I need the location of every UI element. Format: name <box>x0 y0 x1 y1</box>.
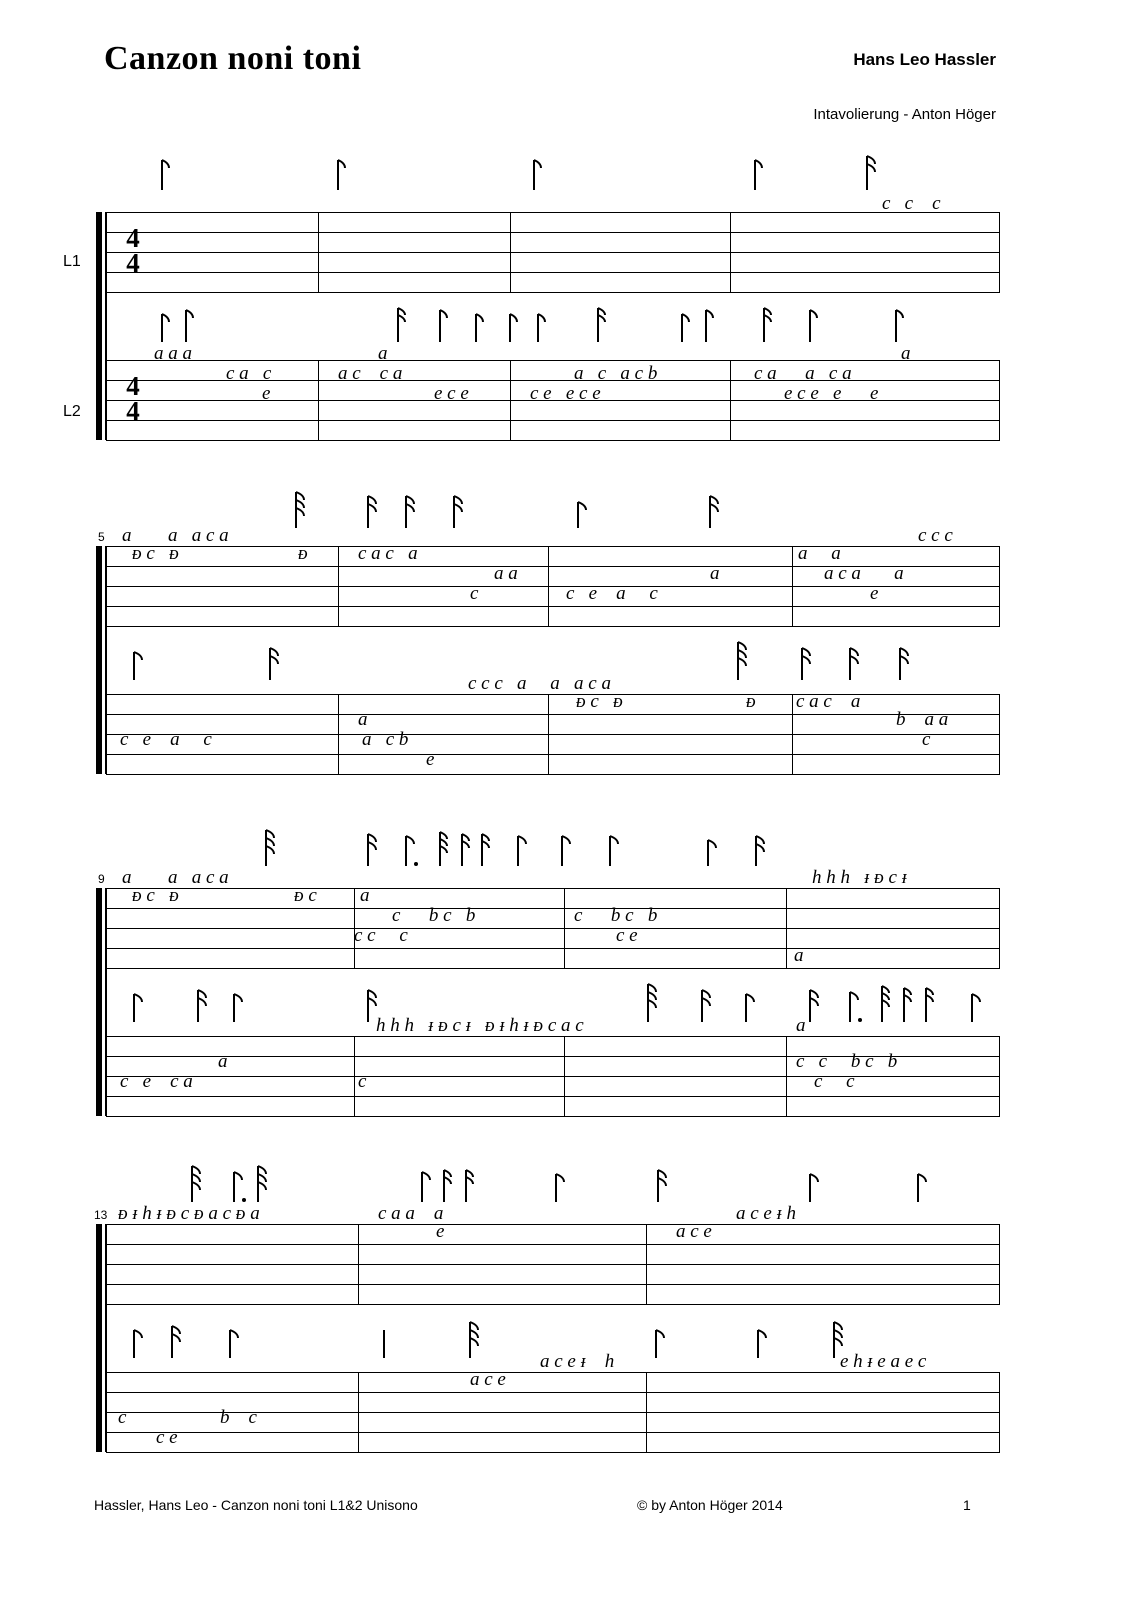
barline <box>354 1036 355 1117</box>
barline-end <box>999 1224 1000 1305</box>
tab-letters: a <box>122 867 132 888</box>
staff-line <box>106 1304 1000 1305</box>
barline <box>564 1036 565 1117</box>
tab-letters: a <box>218 1051 228 1072</box>
system-1 <box>0 150 1131 450</box>
tab-letters: c a c a <box>358 543 418 564</box>
tab-letters: e c e <box>434 383 469 404</box>
staff-line <box>106 546 1000 547</box>
barline <box>358 1372 359 1453</box>
tab-letters: a a a <box>154 343 192 364</box>
staff-line <box>106 1076 1000 1077</box>
system-4 <box>0 1166 1131 1466</box>
tab-letters: a <box>794 945 804 966</box>
staff-line <box>106 888 1000 889</box>
measure-number-13: 13 <box>94 1208 108 1222</box>
staff-line <box>106 440 1000 441</box>
staff-line <box>106 1224 1000 1225</box>
tab-letters: ᴆ ᵻ h ᵻ ᴆ c ᴆ a c ᴆ a <box>118 1203 260 1224</box>
staff-line <box>106 1452 1000 1453</box>
footer-left-text: Hassler, Hans Leo - Canzon noni toni L1&2 Unisono <box>94 1497 418 1513</box>
tab-letters: e c e e e <box>784 383 879 404</box>
tab-letters: e <box>870 583 879 604</box>
rhythm-row-1 <box>110 486 1030 536</box>
staff-line <box>106 626 1000 627</box>
staff-line <box>106 694 1000 695</box>
tab-letters: e h ᵻ e a e c <box>840 1351 927 1372</box>
meter-top: 4 <box>126 223 140 253</box>
tab-letters: c c <box>814 1071 855 1092</box>
tab-letters: a a c a <box>168 525 229 546</box>
tab-letters: c e <box>616 925 638 946</box>
footer-page-number: 1 <box>963 1497 971 1513</box>
tab-letters: a c a c b <box>574 363 658 384</box>
tab-letters: a <box>710 563 720 584</box>
system-2 <box>0 488 1131 788</box>
staff-line <box>106 948 1000 949</box>
tab-letters: a c a a <box>824 563 904 584</box>
meter-bottom: 4 <box>126 395 140 426</box>
barline <box>318 212 319 293</box>
tab-letters: ᴆ c ᴆ <box>132 885 179 906</box>
system-3 <box>0 830 1131 1130</box>
barline <box>338 694 339 775</box>
staff-line <box>106 1284 1000 1285</box>
tab-letters: ᴆ c <box>294 885 317 906</box>
staff-line <box>106 774 1000 775</box>
staff-l1 <box>106 525 1000 626</box>
tab-letters: a <box>360 885 370 906</box>
tab-letters: a c e <box>676 1221 712 1242</box>
tab-letters: a a <box>798 543 841 564</box>
meter-top: 4 <box>126 371 140 401</box>
tab-letters: a <box>378 343 388 364</box>
staff-l2 <box>106 1015 1000 1116</box>
tab-letters: a c b <box>362 729 409 750</box>
tab-letters: a c e ᵻ h <box>540 1351 615 1372</box>
barline <box>548 694 549 775</box>
barline <box>792 546 793 627</box>
staff-line <box>106 212 1000 213</box>
tab-letters: c a c <box>226 363 272 384</box>
staff-line <box>106 714 1000 715</box>
staff-l2 <box>106 673 1000 774</box>
tab-letters: c a a c a <box>754 363 852 384</box>
barline-end <box>999 546 1000 627</box>
tab-letters: c c c <box>354 925 408 946</box>
tab-letters: a a c a <box>168 867 229 888</box>
tab-letters: c <box>118 1407 127 1428</box>
tab-letters: h h h ᵻ ᴆ c ᵻ <box>812 867 907 888</box>
staff-line <box>106 252 1000 253</box>
tab-letters: c e <box>156 1427 178 1448</box>
tab-letters: c a a a <box>378 1203 444 1224</box>
tab-letters: a <box>358 709 368 730</box>
barline <box>358 1224 359 1305</box>
staff-line <box>106 586 1000 587</box>
staff-line <box>106 606 1000 607</box>
tab-letters: e <box>262 383 271 404</box>
barline <box>338 546 339 627</box>
staff-line <box>106 928 1000 929</box>
tab-letters: c e e c e <box>530 383 601 404</box>
staff-line <box>106 1432 1000 1433</box>
tab-letters: c e c a <box>120 1071 193 1092</box>
system-brace <box>96 1224 102 1452</box>
tab-letters: c b c b <box>392 905 476 926</box>
tab-letters: c c b c b <box>796 1051 898 1072</box>
tab-letters: a a <box>494 563 518 584</box>
barline-end <box>999 360 1000 441</box>
tab-letters: c a c a <box>796 691 861 712</box>
barline-end <box>999 212 1000 293</box>
tab-letters: a c e <box>470 1369 506 1390</box>
tab-letters: a <box>796 1015 806 1036</box>
page-title: Canzon noni toni <box>104 40 362 77</box>
staff-line <box>106 1264 1000 1265</box>
staff-line <box>106 754 1000 755</box>
barline-end <box>999 694 1000 775</box>
staff-line <box>106 292 1000 293</box>
tab-letters: ᴆ c ᴆ <box>576 691 623 712</box>
tab-letters: a c e ᵻ h <box>736 1203 796 1224</box>
staff-line <box>106 1244 1000 1245</box>
tab-letters: ᴆ <box>298 543 308 564</box>
tab-letters: c c c a a a c a <box>468 673 611 694</box>
tab-letters: c b c b <box>574 905 658 926</box>
footer-copyright: © by Anton Höger 2014 <box>637 1497 783 1513</box>
staff-line <box>106 1036 1000 1037</box>
barline-end <box>999 1372 1000 1453</box>
tab-letters: c e a c <box>566 583 658 604</box>
staff-line <box>106 1372 1000 1373</box>
rhythm-row-2 <box>110 300 1030 350</box>
barline <box>730 212 731 293</box>
staff-line <box>106 420 1000 421</box>
system-brace <box>96 888 102 1116</box>
barline <box>646 1372 647 1453</box>
tab-letters: c e a c <box>120 729 212 750</box>
staff-l2 <box>106 343 1000 440</box>
staff-line <box>106 1392 1000 1393</box>
meter-bottom: 4 <box>126 247 140 278</box>
staff-line <box>106 232 1000 233</box>
staff-l1 <box>106 1203 1000 1304</box>
tab-letters: c <box>470 583 479 604</box>
staff-line <box>106 908 1000 909</box>
measure-number-9: 9 <box>98 872 105 886</box>
tab-letters: b c <box>220 1407 257 1428</box>
tab-letters: ᴆ <box>746 691 756 712</box>
barline <box>786 888 787 969</box>
barline <box>510 360 511 441</box>
page-footer <box>0 1497 1131 1521</box>
barline <box>318 360 319 441</box>
tab-letters: c <box>922 729 931 750</box>
system-brace <box>96 212 102 440</box>
staff-line <box>106 734 1000 735</box>
staff-l1 <box>106 193 1000 292</box>
tab-letters: a c c a <box>338 363 403 384</box>
part-label-l1: L1 <box>63 253 81 270</box>
part-label-l2: L2 <box>63 403 81 420</box>
barline <box>730 360 731 441</box>
tab-letters: e <box>436 1221 445 1242</box>
staff-line <box>106 1096 1000 1097</box>
tab-letters: h h h ᵻ ᴆ c ᵻ ᴆ ᵻ h ᵻ ᴆ c a c <box>376 1015 584 1036</box>
measure-number-5: 5 <box>98 530 105 544</box>
arranger-credit: Intavolierung - Anton Höger <box>813 106 996 123</box>
staff-line <box>106 272 1000 273</box>
staff-line <box>106 968 1000 969</box>
barline <box>564 888 565 969</box>
barline <box>548 546 549 627</box>
barline <box>510 212 511 293</box>
tab-letters: ᴆ c ᴆ <box>132 543 179 564</box>
barline-end <box>999 888 1000 969</box>
tab-letters: c <box>358 1071 367 1092</box>
tab-letters: a <box>901 343 911 364</box>
meter-signature <box>120 371 146 426</box>
staff-line <box>106 1116 1000 1117</box>
composer-name: Hans Leo Hassler <box>853 50 996 69</box>
staff-line <box>106 360 1000 361</box>
barline <box>786 1036 787 1117</box>
system-brace <box>96 546 102 774</box>
staff-l1 <box>106 867 1000 968</box>
tab-letters: c c c <box>918 525 953 546</box>
tab-letters: b a a <box>896 709 949 730</box>
barline-end <box>999 1036 1000 1117</box>
tab-letters: a <box>122 525 132 546</box>
tab-letters: e <box>426 749 435 770</box>
tab-letters: c c c <box>882 193 941 214</box>
staff-l2 <box>106 1351 1000 1452</box>
barline <box>792 694 793 775</box>
barline <box>646 1224 647 1305</box>
meter-signature <box>120 223 146 278</box>
